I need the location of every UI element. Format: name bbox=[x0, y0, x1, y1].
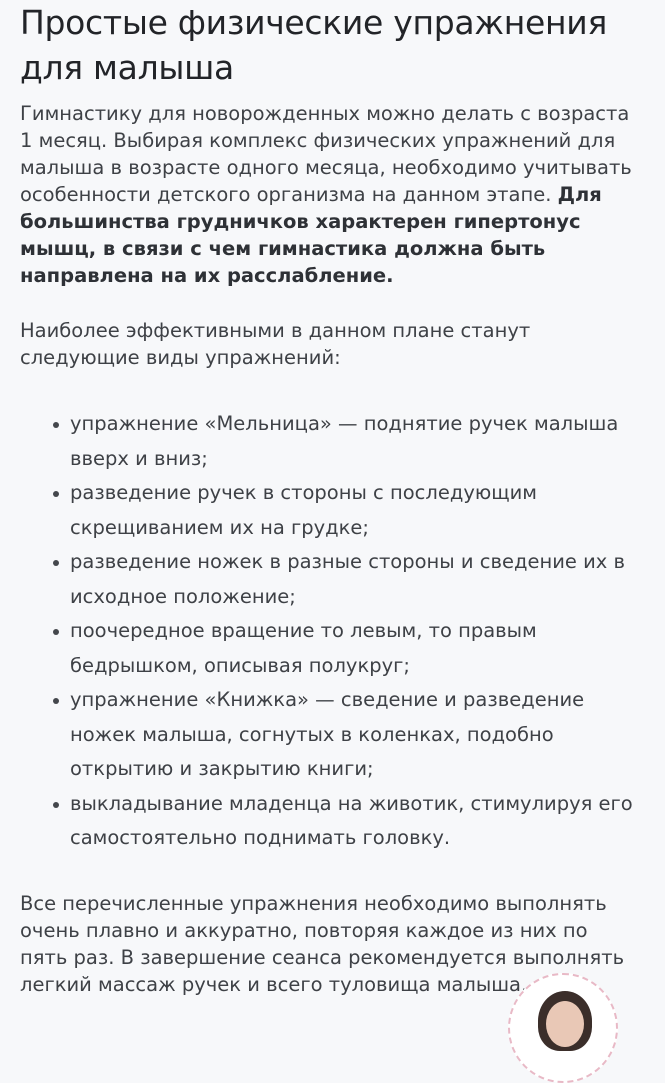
list-item-text: поочередное вращение то левым, то правым бедрышком, описывая полукруг; bbox=[70, 619, 537, 677]
list-item bbox=[20, 407, 640, 476]
bullet-icon bbox=[53, 422, 59, 428]
intro-text: Гимнастику для новорожденных можно делать с возраста 1 месяц. Выбирая комплекс физических упражнений для малыша в возрасте одного месяца, необходимо учитывать особенности детского организма на данном этапе. bbox=[20, 102, 632, 206]
closing-paragraph: Все перечисленные упражнения необходимо выполнять очень плавно и аккуратно, повторяя каждое из них по пять раз. В завершение сеанса рекомендуется выполнять легкий массаж ручек и всего туловища малыша. bbox=[20, 891, 625, 996]
article-title: Простые физические упражнения для малыша bbox=[20, 3, 607, 87]
bullet-icon bbox=[53, 560, 59, 566]
exercise-list bbox=[20, 407, 640, 856]
expert-avatar[interactable] bbox=[508, 973, 618, 1083]
bullet-icon bbox=[53, 629, 59, 635]
article-content bbox=[20, 0, 640, 998]
avatar-face bbox=[546, 1001, 584, 1047]
list-item bbox=[20, 614, 640, 683]
list-item-text: разведение ручек в стороны с последующим скрещиванием их на грудке; bbox=[70, 481, 538, 539]
list-item bbox=[20, 476, 640, 545]
intro-paragraph bbox=[20, 100, 640, 289]
bullet-icon bbox=[53, 698, 59, 704]
list-item bbox=[20, 545, 640, 614]
list-item-text: упражнение «Книжка» — сведение и разведение ножек малыша, согнутых в коленках, подобно открытию и закрытию книги; bbox=[70, 688, 585, 780]
bullet-icon bbox=[53, 802, 59, 808]
lead-paragraph: Наиболее эффективными в данном плане станут следующие виды упражнений: bbox=[20, 319, 531, 369]
list-item-text: упражнение «Мельница» — поднятие ручек малыша вверх и вниз; bbox=[70, 412, 619, 470]
list-item bbox=[20, 787, 640, 856]
bullet-icon bbox=[53, 491, 59, 497]
list-item bbox=[20, 683, 640, 787]
intro-bold-text: Для большинства грудничков характерен гипертонус мышц, в связи с чем гимнастика должна быть направлена на их расслабление. bbox=[20, 183, 602, 287]
list-item-text: разведение ножек в разные стороны и сведение их в исходное положение; bbox=[70, 550, 625, 608]
list-item-text: выкладывание младенца на животик, стимулируя его самостоятельно поднимать головку. bbox=[70, 791, 633, 849]
